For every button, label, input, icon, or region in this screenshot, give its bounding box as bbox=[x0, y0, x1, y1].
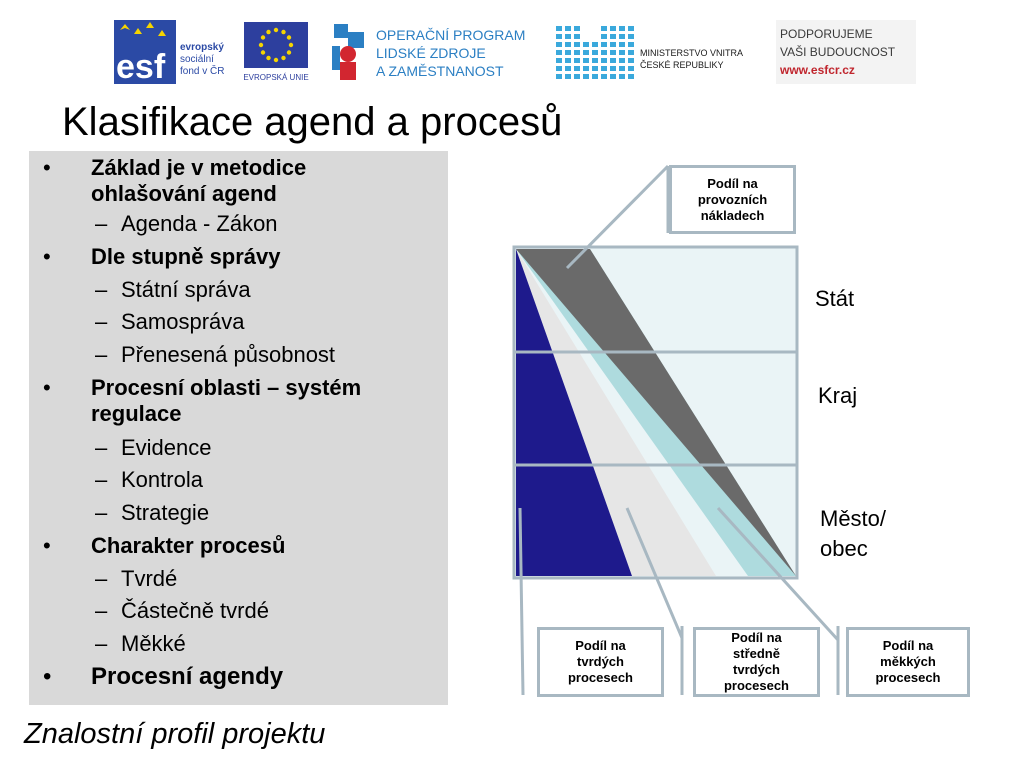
oplzz-line-2: LIDSKÉ ZDROJE bbox=[376, 45, 486, 61]
bullet-text: Procesní oblasti – systém bbox=[91, 375, 362, 400]
callout-hard-processes bbox=[537, 627, 664, 697]
support-url: www.esfcr.cz bbox=[780, 63, 855, 77]
support-line-1: PODPORUJEME bbox=[780, 27, 873, 41]
dash-icon: – bbox=[95, 566, 108, 591]
esf-logo-text: esf bbox=[116, 48, 166, 84]
dash-icon: – bbox=[95, 467, 108, 492]
page-title: Klasifikace agend a procesů bbox=[62, 100, 563, 144]
sub-item-text: Státní správa bbox=[121, 277, 251, 302]
mv-line-2: ČESKÉ REPUBLIKY bbox=[640, 60, 724, 70]
esf-line-3: fond v ČR bbox=[180, 66, 225, 77]
bullet-dot-icon: • bbox=[43, 155, 51, 180]
level-label-municipality: obec bbox=[820, 536, 868, 561]
dash-icon: – bbox=[95, 342, 108, 367]
bullet-dot-icon: • bbox=[43, 663, 52, 690]
callout-line: středně bbox=[733, 646, 780, 661]
callout-operating-costs bbox=[669, 165, 796, 234]
eu-label: EVROPSKÁ UNIE bbox=[243, 73, 309, 82]
callout-line: Podíl na bbox=[731, 630, 782, 645]
bullet-text-continued: regulace bbox=[91, 401, 182, 426]
level-label-state: Stát bbox=[815, 286, 855, 311]
bullet-text: Charakter procesů bbox=[91, 533, 286, 558]
bullet-dot-icon: • bbox=[43, 244, 51, 269]
callout-line: Podíl na bbox=[707, 175, 758, 191]
dash-icon: – bbox=[95, 500, 108, 525]
bullet-text: Procesní agendy bbox=[91, 663, 284, 690]
bullet-text: Základ je v metodice bbox=[91, 155, 307, 180]
mv-line-1: MINISTERSTVO VNITRA bbox=[640, 48, 744, 58]
sub-item-text: Samospráva bbox=[121, 309, 245, 334]
callout-line: procesech bbox=[875, 670, 941, 685]
support-line-2: VAŠI BUDOUCNOST bbox=[780, 45, 896, 59]
callout-soft-processes bbox=[846, 627, 970, 697]
dash-icon: – bbox=[95, 598, 108, 623]
esf-line-1: evropský bbox=[180, 42, 224, 53]
dash-icon: – bbox=[95, 277, 108, 302]
level-label-region: Kraj bbox=[818, 383, 858, 408]
callout-line: nákladech bbox=[700, 207, 765, 223]
callout-line: provozních bbox=[697, 191, 768, 207]
dash-icon: – bbox=[95, 309, 108, 334]
oplzz-line-3: A ZAMĚSTNANOST bbox=[376, 63, 504, 79]
dash-icon: – bbox=[95, 631, 108, 656]
dash-icon: – bbox=[95, 435, 108, 460]
dash-icon: – bbox=[95, 211, 108, 236]
callout-line: tvrdých bbox=[733, 662, 780, 677]
sub-item-text: Částečně tvrdé bbox=[121, 598, 269, 623]
sub-item-text: Kontrola bbox=[121, 467, 203, 492]
bullet-dot-icon: • bbox=[43, 375, 51, 400]
oplzz-line-1: OPERAČNÍ PROGRAM bbox=[376, 27, 526, 43]
bullet-text: Dle stupně správy bbox=[91, 244, 281, 269]
bullet-text-continued: ohlašování agend bbox=[91, 181, 277, 206]
sub-item-text: Strategie bbox=[121, 500, 210, 525]
bullet-dot-icon: • bbox=[43, 533, 51, 558]
callout-line: Podíl na bbox=[882, 638, 934, 653]
callout-line: tvrdých bbox=[577, 654, 624, 669]
sub-item-text: Agenda - Zákon bbox=[121, 211, 278, 236]
esf-line-2: sociální bbox=[180, 54, 214, 65]
sub-item-text: Přenesená působnost bbox=[121, 342, 336, 367]
footer-caption: Znalostní profil projektu bbox=[24, 718, 326, 750]
callout-line: Podíl na bbox=[575, 638, 626, 653]
callout-line: procesech bbox=[567, 670, 634, 685]
sub-item-text: Tvrdé bbox=[121, 566, 178, 591]
callout-line: procesech bbox=[723, 678, 790, 693]
callout-medium-processes bbox=[693, 627, 820, 697]
sub-item-text: Evidence bbox=[121, 435, 212, 460]
callout-line: měkkých bbox=[880, 654, 936, 669]
sub-item-text: Měkké bbox=[121, 631, 186, 656]
level-label-city: Město/ bbox=[820, 506, 887, 531]
